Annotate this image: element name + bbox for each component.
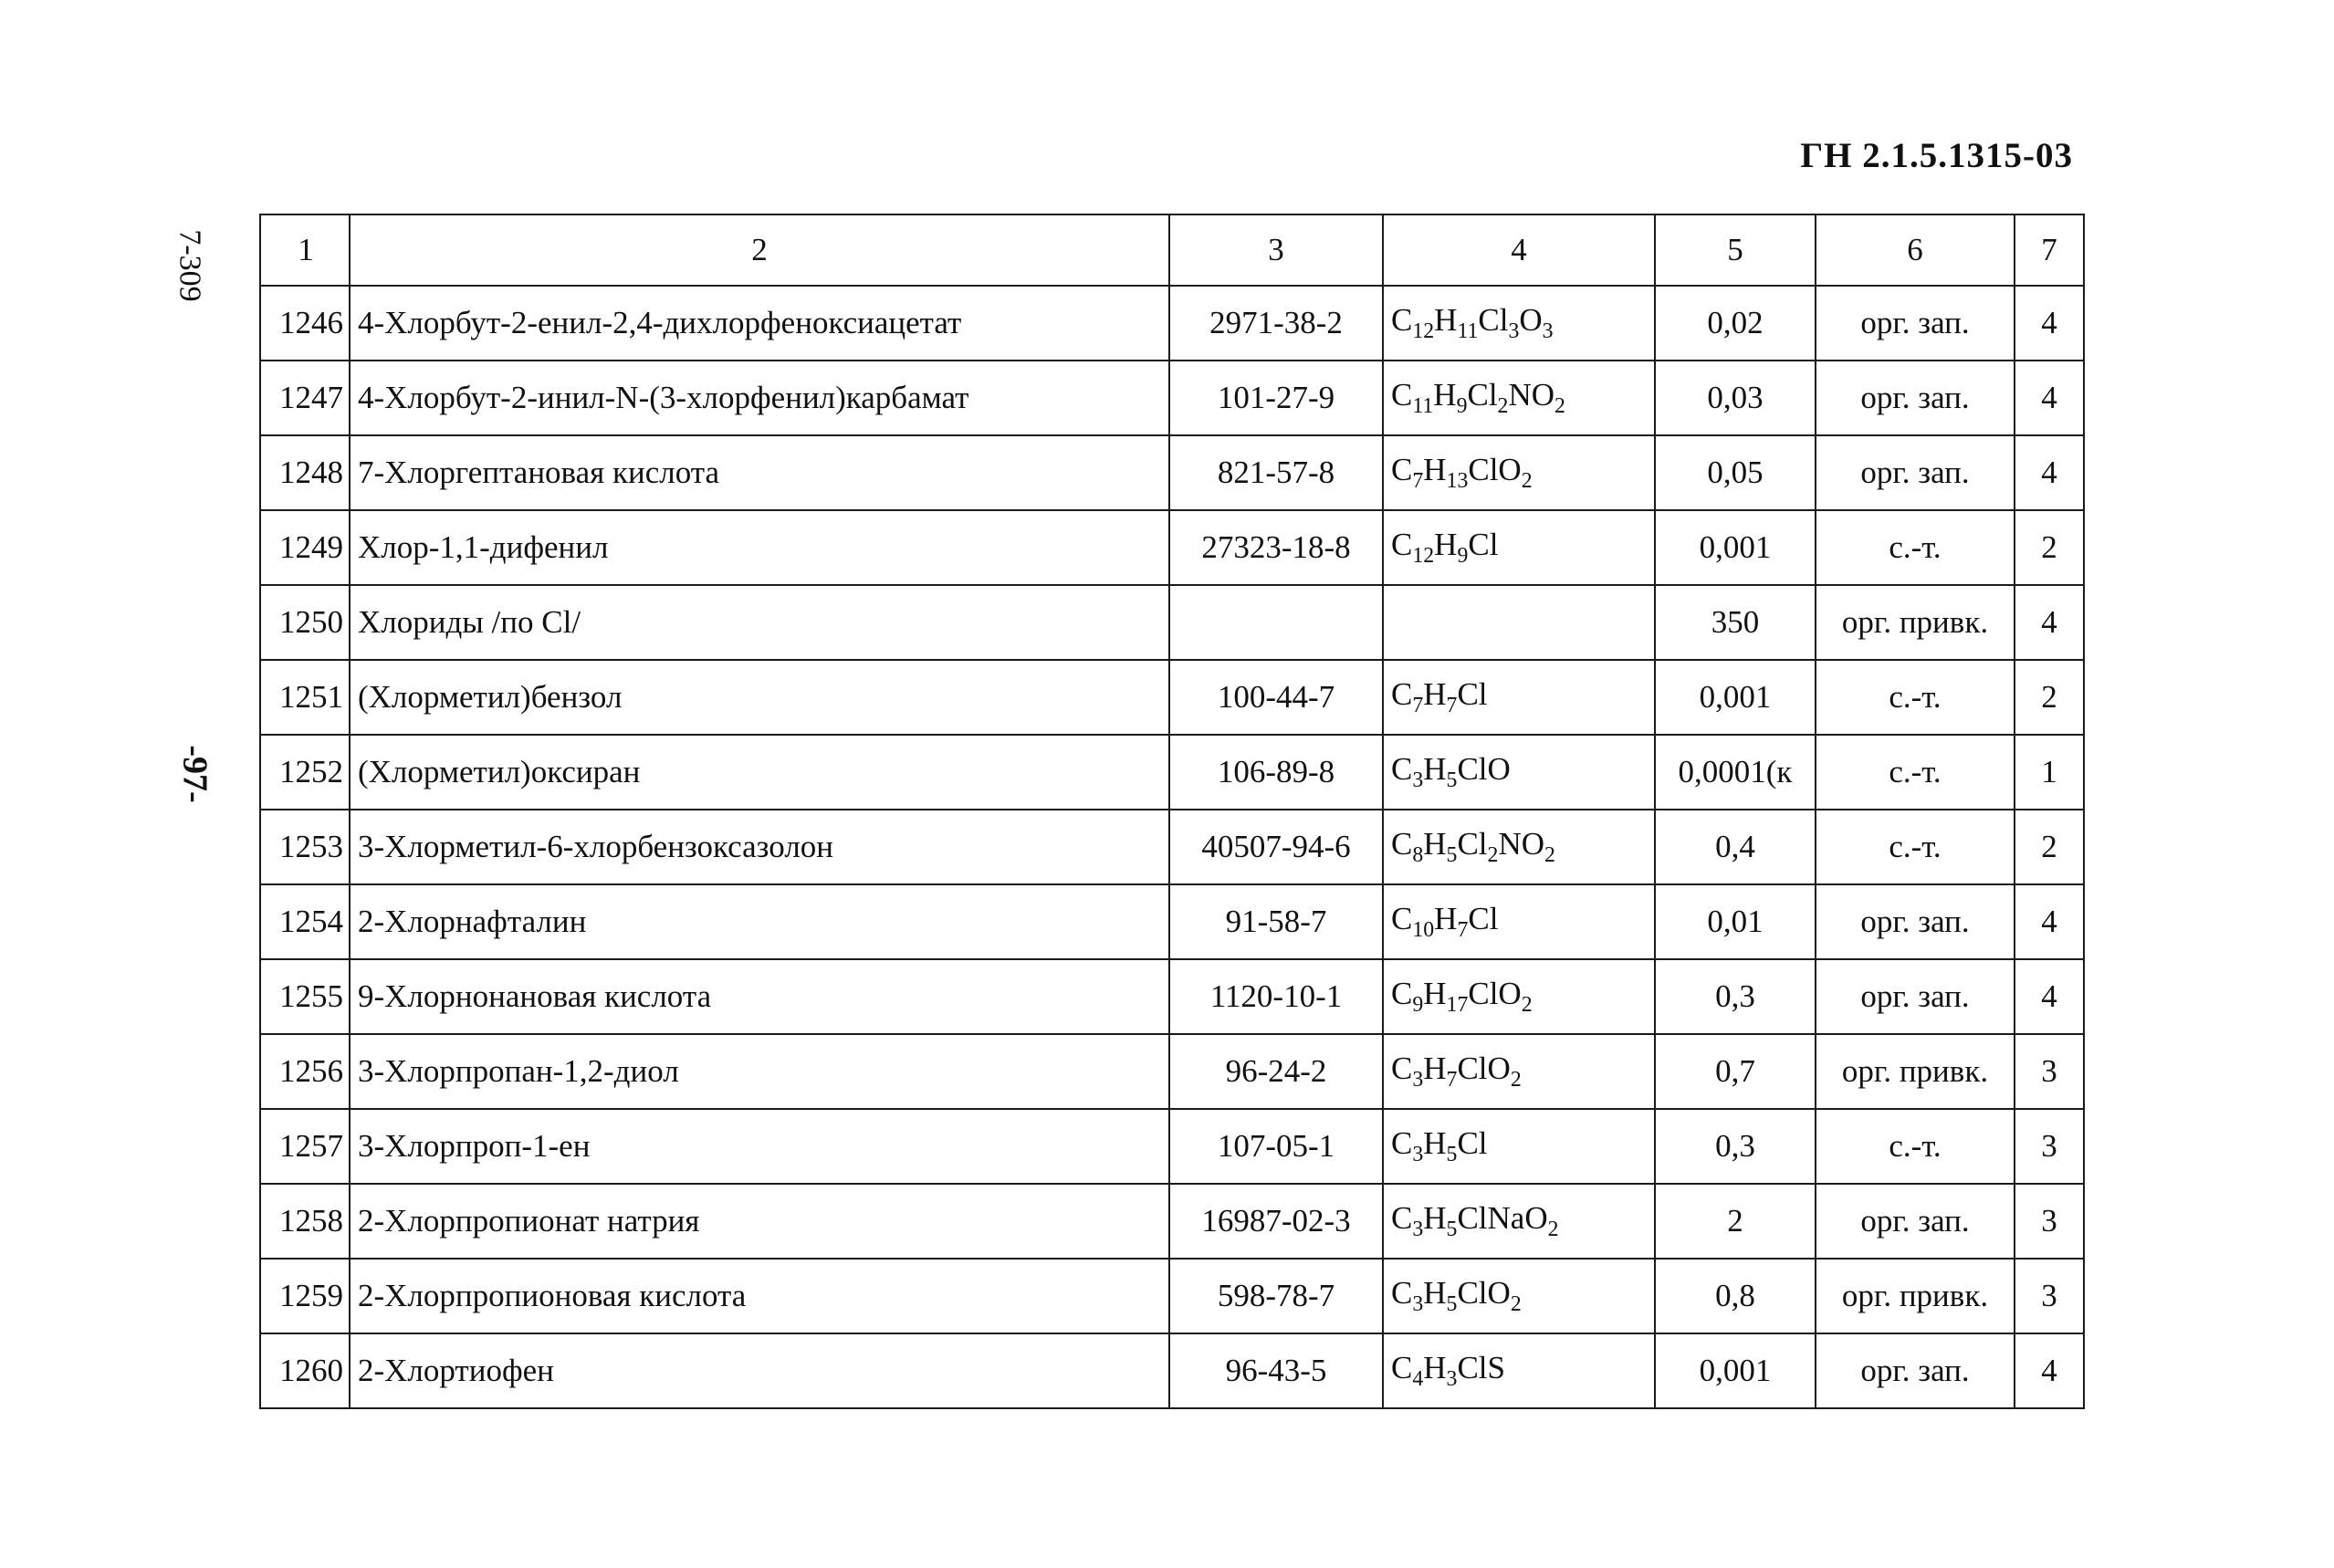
hazard-class-cell: 2 (2015, 510, 2084, 585)
value-cell: 0,3 (1655, 1109, 1816, 1184)
row-number-cell: 1251 (260, 660, 350, 735)
formula-cell: $C_8H_5Cl_2NO_2$ (1383, 810, 1655, 884)
substance-name-cell: 3-Хлорметил-6-хлорбензоксазолон (350, 810, 1169, 884)
formula-cell: $C_7H_{13}ClO_2$ (1383, 435, 1655, 510)
indicator-cell: орг. зап. (1816, 1333, 2015, 1408)
side-reference-number: 7-309 (173, 229, 207, 302)
cas-number-cell: 100-44-7 (1169, 660, 1383, 735)
cas-number-cell: 1120-10-1 (1169, 959, 1383, 1034)
substance-name-cell: 2-Хлорпропионат натрия (350, 1184, 1169, 1259)
hazard-class-cell: 3 (2015, 1259, 2084, 1333)
table-row (260, 1184, 2084, 1259)
indicator-cell: с.-т. (1816, 660, 2015, 735)
formula-cell (1383, 585, 1655, 660)
row-number-cell: 1254 (260, 884, 350, 959)
indicator-cell: с.-т. (1816, 735, 2015, 810)
column-header-2: 2 (350, 214, 1169, 286)
table-row (260, 1109, 2084, 1184)
row-number-cell: 1249 (260, 510, 350, 585)
cas-number-cell (1169, 585, 1383, 660)
formula-cell: $C_3H_5Cl$ (1383, 1109, 1655, 1184)
value-cell: 0,3 (1655, 959, 1816, 1034)
indicator-cell: орг. привк. (1816, 1034, 2015, 1109)
hazard-class-cell: 1 (2015, 735, 2084, 810)
document-code: ГН 2.1.5.1315-03 (1800, 136, 2073, 175)
row-number-cell: 1253 (260, 810, 350, 884)
value-cell: 0,4 (1655, 810, 1816, 884)
hazard-class-cell: 2 (2015, 660, 2084, 735)
cas-number-cell: 2971-38-2 (1169, 286, 1383, 361)
formula-cell: $C_9H_{17}ClO_2$ (1383, 959, 1655, 1034)
indicator-cell: орг. зап. (1816, 435, 2015, 510)
formula-cell: $C_3H_5ClNaO_2$ (1383, 1184, 1655, 1259)
value-cell: 0,05 (1655, 435, 1816, 510)
hazard-class-cell: 4 (2015, 361, 2084, 435)
table-row (260, 585, 2084, 660)
value-cell: 0,01 (1655, 884, 1816, 959)
column-header-3: 3 (1169, 214, 1383, 286)
cas-number-cell: 27323-18-8 (1169, 510, 1383, 585)
substance-name-cell: 3-Хлорпропан-1,2-диол (350, 1034, 1169, 1109)
table-row (260, 286, 2084, 361)
cas-number-cell: 821-57-8 (1169, 435, 1383, 510)
header-row (260, 214, 2084, 286)
value-cell: 0,7 (1655, 1034, 1816, 1109)
table-row (260, 361, 2084, 435)
cas-number-cell: 91-58-7 (1169, 884, 1383, 959)
hazard-class-cell: 3 (2015, 1184, 2084, 1259)
hazard-class-cell: 4 (2015, 884, 2084, 959)
table-row (260, 810, 2084, 884)
cas-number-cell: 40507-94-6 (1169, 810, 1383, 884)
formula-cell: $C_{12}H_9Cl$ (1383, 510, 1655, 585)
hazard-class-cell: 4 (2015, 1333, 2084, 1408)
indicator-cell: с.-т. (1816, 1109, 2015, 1184)
indicator-cell: орг. зап. (1816, 286, 2015, 361)
cas-number-cell: 107-05-1 (1169, 1109, 1383, 1184)
formula-cell: $C_{11}H_9Cl_2NO_2$ (1383, 361, 1655, 435)
table-row (260, 435, 2084, 510)
substance-name-cell: 2-Хлорпропионовая кислота (350, 1259, 1169, 1333)
column-header-6: 6 (1816, 214, 2015, 286)
cas-number-cell: 96-24-2 (1169, 1034, 1383, 1109)
row-number-cell: 1259 (260, 1259, 350, 1333)
table-body (260, 286, 2084, 1408)
substance-name-cell: Хлориды /по Cl/ (350, 585, 1169, 660)
substance-name-cell: 9-Хлорнонановая кислота (350, 959, 1169, 1034)
formula-cell: $C_3H_5ClO_2$ (1383, 1259, 1655, 1333)
cas-number-cell: 96-43-5 (1169, 1333, 1383, 1408)
substance-name-cell: Хлор-1,1-дифенил (350, 510, 1169, 585)
column-header-4: 4 (1383, 214, 1655, 286)
formula-cell: $C_3H_5ClO$ (1383, 735, 1655, 810)
indicator-cell: орг. зап. (1816, 361, 2015, 435)
substances-table (259, 214, 2085, 1409)
indicator-cell: орг. зап. (1816, 959, 2015, 1034)
column-header-5: 5 (1655, 214, 1816, 286)
formula-cell: $C_{12}H_{11}Cl_3O_3$ (1383, 286, 1655, 361)
value-cell: 0,001 (1655, 1333, 1816, 1408)
hazard-class-cell: 2 (2015, 810, 2084, 884)
table-header (260, 214, 2084, 286)
value-cell: 0,03 (1655, 361, 1816, 435)
substance-name-cell: 4-Хлорбут-2-енил-2,4-дихлорфеноксиацетат (350, 286, 1169, 361)
value-cell: 0,8 (1655, 1259, 1816, 1333)
indicator-cell: с.-т. (1816, 810, 2015, 884)
row-number-cell: 1252 (260, 735, 350, 810)
row-number-cell: 1250 (260, 585, 350, 660)
column-header-7: 7 (2015, 214, 2084, 286)
value-cell: 0,0001(к (1655, 735, 1816, 810)
substance-name-cell: 2-Хлорнафталин (350, 884, 1169, 959)
indicator-cell: с.-т. (1816, 510, 2015, 585)
table-row (260, 1259, 2084, 1333)
table-row (260, 1333, 2084, 1408)
cas-number-cell: 106-89-8 (1169, 735, 1383, 810)
substance-name-cell: 4-Хлорбут-2-инил-N-(3-хлорфенил)карбамат (350, 361, 1169, 435)
cas-number-cell: 598-78-7 (1169, 1259, 1383, 1333)
row-number-cell: 1246 (260, 286, 350, 361)
indicator-cell: орг. привк. (1816, 585, 2015, 660)
value-cell: 2 (1655, 1184, 1816, 1259)
substance-name-cell: 3-Хлорпроп-1-ен (350, 1109, 1169, 1184)
row-number-cell: 1257 (260, 1109, 350, 1184)
substance-name-cell: 2-Хлортиофен (350, 1333, 1169, 1408)
row-number-cell: 1260 (260, 1333, 350, 1408)
table-row (260, 884, 2084, 959)
row-number-cell: 1256 (260, 1034, 350, 1109)
hazard-class-cell: 3 (2015, 1034, 2084, 1109)
value-cell: 350 (1655, 585, 1816, 660)
hazard-class-cell: 3 (2015, 1109, 2084, 1184)
table-row (260, 660, 2084, 735)
row-number-cell: 1247 (260, 361, 350, 435)
hazard-class-cell: 4 (2015, 435, 2084, 510)
cas-number-cell: 16987-02-3 (1169, 1184, 1383, 1259)
formula-cell: $C_4H_3ClS$ (1383, 1333, 1655, 1408)
page-number: -97- (175, 745, 215, 803)
table-row (260, 510, 2084, 585)
value-cell: 0,02 (1655, 286, 1816, 361)
indicator-cell: орг. привк. (1816, 1259, 2015, 1333)
substance-name-cell: (Хлорметил)бензол (350, 660, 1169, 735)
hazard-class-cell: 4 (2015, 959, 2084, 1034)
hazard-class-cell: 4 (2015, 585, 2084, 660)
row-number-cell: 1255 (260, 959, 350, 1034)
table-row (260, 959, 2084, 1034)
formula-cell: $C_{10}H_7Cl$ (1383, 884, 1655, 959)
cas-number-cell: 101-27-9 (1169, 361, 1383, 435)
indicator-cell: орг. зап. (1816, 884, 2015, 959)
value-cell: 0,001 (1655, 510, 1816, 585)
value-cell: 0,001 (1655, 660, 1816, 735)
hazard-class-cell: 4 (2015, 286, 2084, 361)
indicator-cell: орг. зап. (1816, 1184, 2015, 1259)
row-number-cell: 1248 (260, 435, 350, 510)
formula-cell: $C_7H_7Cl$ (1383, 660, 1655, 735)
table-row (260, 1034, 2084, 1109)
substance-name-cell: 7-Хлоргептановая кислота (350, 435, 1169, 510)
row-number-cell: 1258 (260, 1184, 350, 1259)
table-row (260, 735, 2084, 810)
column-header-1: 1 (260, 214, 350, 286)
formula-cell: $C_3H_7ClO_2$ (1383, 1034, 1655, 1109)
substance-name-cell: (Хлорметил)оксиран (350, 735, 1169, 810)
